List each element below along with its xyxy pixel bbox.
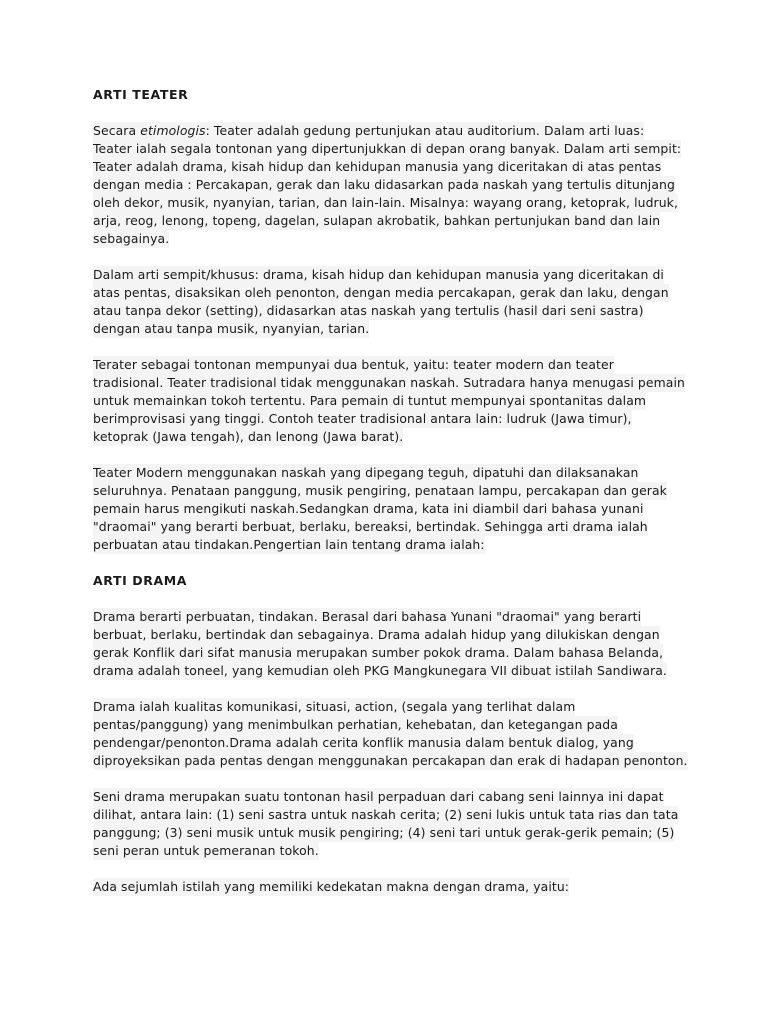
italic-term: etimologis: [140, 123, 206, 138]
text-line: drama adalah toneel, yang kemudian oleh PKG Mangkunegara VII dibuat istilah Sandiwara.: [93, 663, 667, 678]
text-line: Teater adalah drama, kisah hidup dan kehidupan manusia yang diceritakan di atas pentas: [93, 159, 662, 174]
text-line: seni peran untuk pemeranan tokoh.: [93, 843, 319, 858]
text-line: dengan atau tanpa musik, nyanyian, tarian.: [93, 321, 370, 336]
text-line: gerak Konflik dari sifat manusia merupakan sumber pokok drama. Dalam bahasa Belanda,: [93, 645, 664, 660]
paragraph-seni-drama: [93, 788, 679, 860]
text-line: pendengar/penonton.Drama adalah cerita konflik manusia dalam bentuk dialog, yang: [93, 735, 634, 750]
text-line: perbuatan atau tindakan.Pengertian lain tentang drama ialah:: [93, 537, 485, 552]
text-line: berbuat, berlaku, bertindak dan sebagainya. Drama adalah hidup yang dilukiskan dengan: [93, 627, 660, 642]
paragraph-bentuk-teater: [93, 356, 685, 446]
text-line: seluruhnya. Penataan panggung, musik pengiring, penataan lampu, percakapan dan gerak: [93, 483, 667, 498]
text-line: atas pentas, disaksikan oleh penonton, dengan media percakapan, gerak dan laku, dengan: [93, 285, 669, 300]
text-fragment: : Teater adalah gedung pertunjukan atau auditorium. Dalam arti luas:: [205, 123, 645, 138]
text-line: [93, 122, 644, 140]
text-line: dengan media : Percakapan, gerak dan laku didasarkan pada naskah yang tertulis ditunjang: [93, 177, 675, 192]
paragraph-istilah: [93, 878, 676, 896]
paragraph-arti-sempit: [93, 266, 676, 338]
text-line: atau tanpa dekor (setting), didasarkan atas naskah yang tertulis (hasil dari seni sastra): [93, 303, 644, 318]
text-line: tradisional. Teater tradisional tidak menggunakan naskah. Sutradara hanya menugasi pemain: [93, 375, 685, 390]
text-line: pentas/panggung) yang menimbulkan perhatian, kehebatan, dan ketegangan pada: [93, 717, 618, 732]
text-line: berimprovisasi yang tinggi. Contoh teater tradisional antara lain: ludruk (Jawa timur),: [93, 411, 632, 426]
heading-arti-drama: ARTI DRAMA: [93, 573, 188, 588]
paragraph-teater-definition: [93, 122, 682, 248]
text-line: Teater Modern menggunakan naskah yang dipegang teguh, dipatuhi dan dilaksanakan: [93, 465, 639, 480]
text-line: Ada sejumlah istilah yang memiliki kedekatan makna dengan drama, yaitu:: [93, 879, 570, 894]
text-line: arja, reog, lenong, topeng, dagelan, sulapan akrobatik, bahkan pertunjukan band dan lain: [93, 213, 661, 228]
text-fragment: Secara: [93, 123, 141, 138]
text-line: dilihat, antara lain: (1) seni sastra untuk naskah cerita; (2) seni lukis untuk tata rias dan tata: [93, 807, 679, 822]
text-line: Teater ialah segala tontonan yang dipertunjukkan di depan orang banyak. Dalam arti sempit:: [93, 141, 682, 156]
text-line: ketoprak (Jawa tengah), dan lenong (Jawa barat).: [93, 429, 404, 444]
text-line: oleh dekor, musik, nyanyian, tarian, dan lain-lain. Misalnya: wayang orang, ketoprak, ludruk,: [93, 195, 678, 210]
text-line: Seni drama merupakan suatu tontonan hasil perpaduan dari cabang seni lainnya ini dapat: [93, 789, 664, 804]
text-line: Dalam arti sempit/khusus: drama, kisah hidup dan kehidupan manusia yang diceritakan di: [93, 267, 664, 282]
text-line: sebagainya.: [93, 231, 170, 246]
paragraph-teater-modern: [93, 464, 676, 554]
text-line: panggung; (3) seni musik untuk musik pengiring; (4) seni tari untuk gerak-gerik pemain; (5): [93, 825, 675, 840]
paragraph-drama-definition: [93, 608, 676, 680]
text-line: untuk memainkan tokoh tertentu. Para pemain di tuntut mempunyai spontanitas dalam: [93, 393, 647, 408]
heading-arti-teater: ARTI TEATER: [93, 87, 189, 102]
text-line: Drama ialah kualitas komunikasi, situasi, action, (segala yang terlihat dalam: [93, 699, 576, 714]
text-line: pemain harus mengikuti naskah.Sedangkan drama, kata ini diambil dari bahasa yunani: [93, 501, 644, 516]
text-line: diproyeksikan pada pentas dengan menggunakan percakapan dan erak di hadapan penonton.: [93, 753, 688, 768]
text-line: Drama berarti perbuatan, tindakan. Berasal dari bahasa Yunani "draomai" yang berarti: [93, 609, 642, 624]
paragraph-drama-kualitas: [93, 698, 688, 770]
text-line: "draomai" yang berarti berbuat, berlaku, bereaksi, bertindak. Sehingga arti drama ialah: [93, 519, 648, 534]
text-line: Terater sebagai tontonan mempunyai dua bentuk, yaitu: teater modern dan teater: [93, 357, 614, 372]
